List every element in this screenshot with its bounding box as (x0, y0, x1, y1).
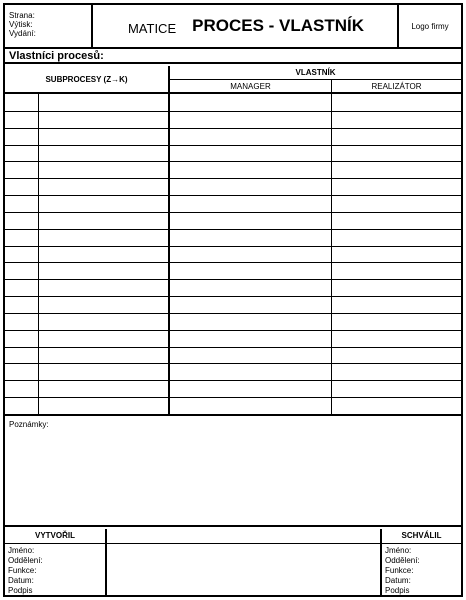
copy-label: Výtisk: (9, 20, 33, 29)
notes-section[interactable] (5, 416, 461, 527)
table-row-line (5, 145, 461, 146)
owner-header (170, 66, 461, 94)
owner-header-label: VLASTNÍK (170, 66, 461, 80)
table-row-line (5, 111, 461, 112)
table-row-line (5, 279, 461, 280)
form-title (95, 5, 399, 47)
approved-function-field[interactable]: Funkce: (385, 566, 414, 575)
created-date-field[interactable]: Datum: (8, 576, 34, 585)
table-row-line (5, 363, 461, 364)
created-department-field[interactable]: Oddělení: (8, 556, 43, 565)
approved-name-field[interactable]: Jméno: (385, 546, 412, 555)
manager-header: MANAGER (170, 80, 332, 93)
notes-label: Poznámky: (9, 420, 49, 429)
table-row-line (5, 161, 461, 162)
table-row-line (5, 262, 461, 263)
table-row-line (5, 330, 461, 331)
form-header (5, 5, 461, 49)
footer-middle (107, 529, 382, 595)
col-divider-number (38, 94, 39, 414)
table-row-line (5, 229, 461, 230)
table-row-line (5, 178, 461, 179)
process-owner-table (5, 94, 461, 416)
subprocesses-header: SUBPROCESY (Z→K) (5, 66, 170, 94)
approved-by-title: SCHVÁLIL (382, 529, 461, 544)
table-row-line (5, 296, 461, 297)
title-main: PROCES - VLASTNÍK (192, 16, 365, 35)
approved-signature-field[interactable]: Podpis (385, 586, 410, 595)
col-divider-manager (331, 94, 332, 414)
logo-placeholder: Logo firmy (411, 21, 449, 31)
table-row-line (5, 397, 461, 398)
realizer-header: REALIZÁTOR (371, 82, 422, 91)
table-row-line (5, 212, 461, 213)
table-row-line (5, 128, 461, 129)
edition-label: Vydání: (9, 29, 36, 38)
document-meta (5, 5, 93, 47)
process-owners-label: Vlastníci procesů: (5, 49, 461, 64)
footer-middle-title (107, 529, 380, 544)
created-name-field[interactable]: Jméno: (8, 546, 35, 555)
title-prefix: MATICE (127, 20, 177, 36)
created-by-section (5, 529, 107, 595)
col-divider-subprocess (168, 94, 170, 414)
approved-department-field[interactable]: Oddělení: (385, 556, 420, 565)
created-function-field[interactable]: Funkce: (8, 566, 37, 575)
form-frame (3, 3, 463, 597)
table-row-line (5, 195, 461, 196)
table-row-line (5, 380, 461, 381)
created-signature-field[interactable]: Podpis (8, 586, 33, 595)
page-label: Strana: (9, 11, 35, 20)
approved-by-section (382, 529, 461, 595)
approved-date-field[interactable]: Datum: (385, 576, 411, 585)
table-row-line (5, 347, 461, 348)
created-by-title: VYTVOŘIL (5, 529, 105, 544)
table-row-line (5, 246, 461, 247)
table-row-line (5, 313, 461, 314)
